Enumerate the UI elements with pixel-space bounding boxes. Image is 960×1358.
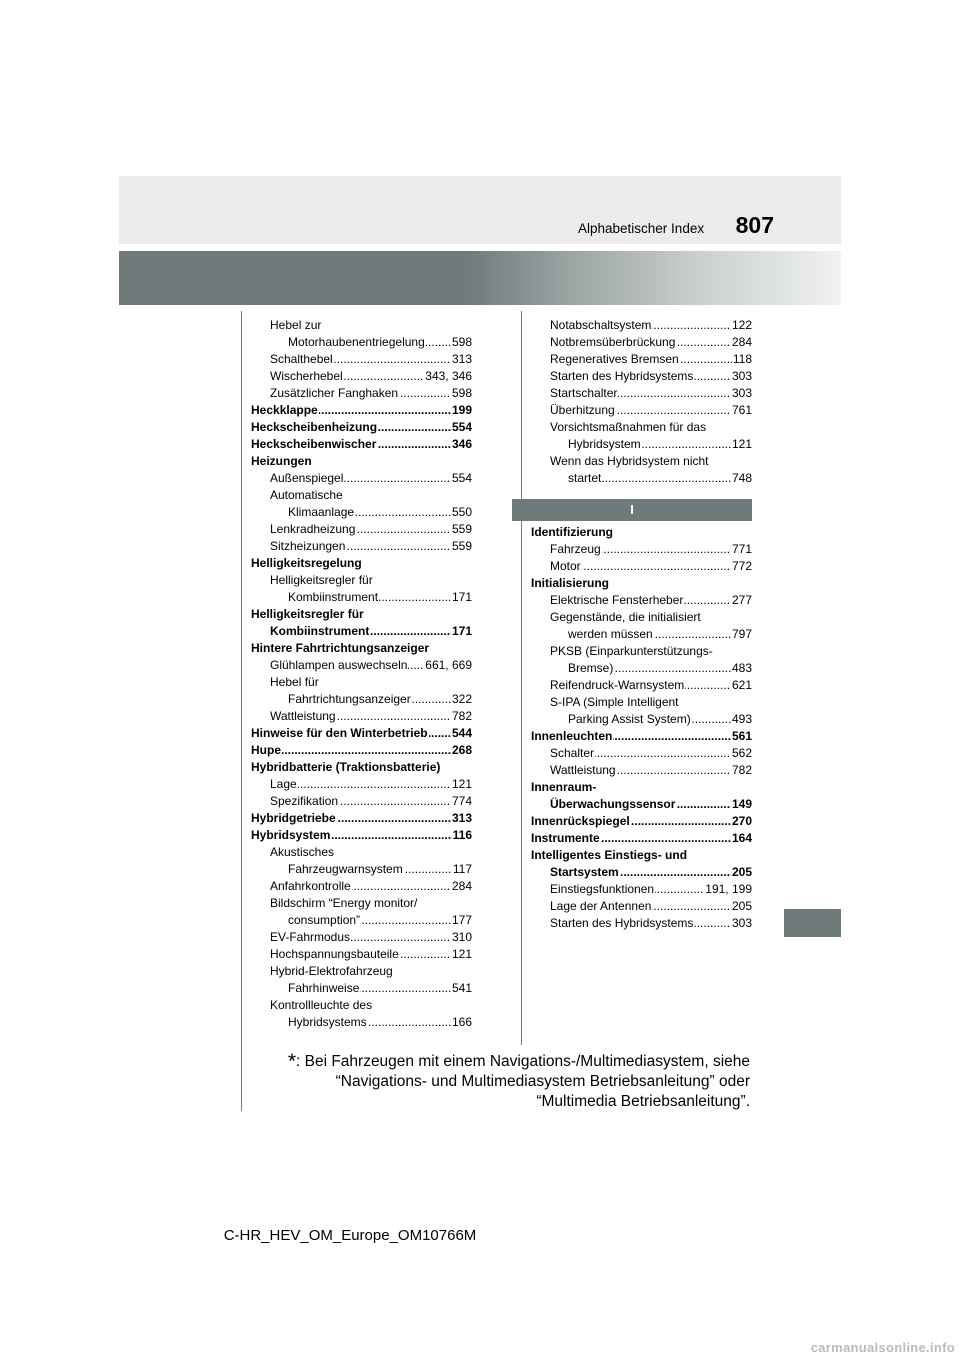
index-list-right-bottom: [531, 524, 752, 932]
index-entry: [270, 487, 472, 504]
index-entry: [568, 626, 752, 643]
index-entry: [550, 385, 752, 402]
index-entry: [550, 453, 752, 470]
index-term: Startschalter: [550, 386, 618, 400]
index-term: Fahrtrichtungsanzeiger: [288, 692, 411, 706]
index-entry: [550, 643, 752, 660]
index-entry: [270, 470, 472, 487]
index-page-ref: 322: [451, 692, 472, 706]
index-entry: [270, 929, 472, 946]
index-page-ref: 550: [451, 505, 472, 519]
index-page-ref: 772: [731, 559, 752, 573]
index-entry: [288, 334, 472, 351]
index-page-ref: 761: [731, 403, 752, 417]
index-entry: [531, 779, 752, 796]
index-entry: [270, 708, 472, 725]
index-page-ref: 782: [451, 709, 472, 723]
index-term: Helligkeitsregler für: [251, 607, 364, 621]
section-letter-band: I: [512, 499, 752, 521]
dot-leader: [251, 742, 472, 759]
index-term: Wischerhebel: [270, 369, 343, 383]
index-term: Kombiinstrument: [270, 624, 370, 638]
index-page-ref: 541: [451, 981, 472, 995]
index-page-ref: 149: [731, 797, 752, 811]
index-term: PKSB (Einparkunterstützungs-: [550, 644, 713, 658]
column-divider: [521, 311, 522, 1045]
index-page-ref: 554: [451, 420, 472, 434]
index-entry: [568, 660, 752, 677]
index-term: S-IPA (Simple Intelligent: [550, 695, 679, 709]
index-term: Instrumente: [531, 831, 600, 845]
index-entry: [550, 609, 752, 626]
index-entry: [251, 419, 472, 436]
index-entry: [550, 762, 752, 779]
index-term: Überhitzung: [550, 403, 615, 417]
index-term: Notabschaltsystem: [550, 318, 652, 332]
index-page-ref: 166: [451, 1015, 472, 1029]
dot-leader: [270, 776, 472, 793]
index-term: Wattleistung: [550, 763, 616, 777]
index-entry: [550, 368, 752, 385]
index-page-ref: 554: [451, 471, 472, 485]
footnote: [275, 1052, 750, 1112]
index-term: Heckscheibenwischer: [251, 437, 377, 451]
index-page-ref: 121: [731, 437, 752, 451]
index-page-ref: 771: [731, 542, 752, 556]
index-page-ref: 493: [731, 712, 752, 726]
index-term: EV-Fahrmodus: [270, 930, 351, 944]
index-term: Innenraum-: [531, 780, 597, 794]
index-entry: [531, 575, 752, 592]
index-entry: [568, 436, 752, 453]
footnote-line: “Navigations- und Multimediasystem Betriebsanleitung” oder: [335, 1073, 750, 1090]
index-entry: [568, 470, 752, 487]
index-entry: [550, 898, 752, 915]
index-page-ref: 483: [731, 661, 752, 675]
index-page-ref: 121: [451, 947, 472, 961]
index-page-ref: 562: [731, 746, 752, 760]
index-entry: [288, 912, 472, 929]
index-term: Schalter: [550, 746, 595, 760]
index-entry: [288, 1014, 472, 1031]
index-term: Fahrzeugwarnsystem: [288, 862, 403, 876]
index-term: Sitzheizungen: [270, 539, 346, 553]
index-term: Kombiinstrument: [288, 590, 379, 604]
index-entry: [251, 453, 472, 470]
index-page-ref: 303: [731, 916, 752, 930]
index-entry: [270, 946, 472, 963]
index-entry: [270, 844, 472, 861]
index-page-ref: 171: [451, 624, 472, 638]
watermark: carmanualsonline.info: [810, 1340, 955, 1355]
index-entry: [270, 317, 472, 334]
index-term: Motorhaubenentriegelung: [288, 335, 425, 349]
index-entry: [288, 589, 472, 606]
index-term: Schalthebel: [270, 352, 333, 366]
index-term: Hybridsystem: [568, 437, 641, 451]
index-entry: [288, 861, 472, 878]
index-page-ref: 116: [452, 828, 472, 842]
index-page-ref: 122: [731, 318, 752, 332]
index-page-ref: 559: [451, 522, 472, 536]
index-entry: [251, 759, 472, 776]
index-entry: [550, 351, 752, 368]
left-margin-rule: [241, 311, 242, 1111]
index-entry: [270, 385, 472, 402]
index-term: Hupe: [251, 743, 281, 757]
index-entry: [251, 742, 472, 759]
index-entry: [270, 623, 472, 640]
index-entry: [550, 317, 752, 334]
index-term: Spezifikation: [270, 794, 339, 808]
index-term: Hintere Fahrtrichtungsanzeiger: [251, 641, 430, 655]
index-term: startet: [568, 471, 602, 485]
index-entry: [550, 694, 752, 711]
index-page-ref: 118: [732, 352, 752, 366]
index-entry: [251, 810, 472, 827]
index-term: Akustisches: [270, 845, 335, 859]
index-page-ref: 559: [451, 539, 472, 553]
index-entry: [270, 538, 472, 555]
index-page-ref: 199: [451, 403, 472, 417]
index-term: Automatische: [270, 488, 343, 502]
index-term: Hybridgetriebe: [251, 811, 336, 825]
index-entry: [270, 351, 472, 368]
index-term: Heizungen: [251, 454, 312, 468]
index-entry: [550, 592, 752, 609]
index-page-ref: 313: [451, 352, 472, 366]
index-term: Bremse): [568, 661, 614, 675]
index-entry: [270, 674, 472, 691]
index-column-left: [251, 317, 472, 1031]
index-term: Hybridbatterie (Traktionsbatterie): [251, 760, 441, 774]
index-entry: [270, 997, 472, 1014]
index-page-ref: 346: [451, 437, 472, 451]
index-entry: [251, 402, 472, 419]
footnote-star: *: [287, 1050, 296, 1073]
page-number: 807: [735, 212, 774, 238]
index-term: Lage der Antennen: [550, 899, 652, 913]
index-term: Initialisierung: [531, 576, 610, 590]
index-entry: [550, 881, 752, 898]
index-entry: [270, 776, 472, 793]
index-page-ref: 268: [451, 743, 472, 757]
index-term: Hybridsystem: [251, 828, 331, 842]
index-entry: [270, 878, 472, 895]
index-page-ref: 191, 199: [705, 882, 752, 896]
index-term: Motor: [550, 559, 581, 573]
index-entry: [251, 640, 472, 657]
index-entry: [550, 334, 752, 351]
index-page-ref: 661, 669: [425, 658, 472, 672]
index-term: Glühlampen auswechseln: [270, 658, 408, 672]
index-term: Helligkeitsregelung: [251, 556, 362, 570]
index-page-ref: 310: [451, 930, 472, 944]
index-term: Reifendruck-Warnsystem: [550, 678, 685, 692]
index-page-ref: 544: [451, 726, 472, 740]
index-entry: [531, 524, 752, 541]
index-entry: [288, 980, 472, 997]
index-list-right-top: [531, 317, 752, 487]
index-page-ref: 205: [731, 865, 752, 879]
index-term: Notbremsüberbrückung: [550, 335, 676, 349]
index-term: Zusätzlicher Fanghaken: [270, 386, 399, 400]
index-term: Hybrid-Elektrofahrzeug: [270, 964, 393, 978]
index-term: Starten des Hybridsystems: [550, 916, 694, 930]
index-entry: [531, 830, 752, 847]
index-term: Wenn das Hybridsystem nicht: [550, 454, 709, 468]
index-page-ref: 284: [731, 335, 752, 349]
index-term: Innenleuchten: [531, 729, 613, 743]
document-code: C-HR_HEV_OM_Europe_OM10766M: [223, 1227, 477, 1244]
index-term: Heckscheibenheizung: [251, 420, 378, 434]
index-entry: [270, 963, 472, 980]
section-thumb-tab: [784, 909, 841, 937]
index-entry: [531, 847, 752, 864]
index-entry: [550, 745, 752, 762]
index-term: Wattleistung: [270, 709, 336, 723]
index-entry: [270, 793, 472, 810]
index-term: Parking Assist System): [568, 712, 691, 726]
index-entry: [550, 915, 752, 932]
index-term: Lenkradheizung: [270, 522, 356, 536]
index-page-ref: 121: [451, 777, 472, 791]
footnote-line: “Multimedia Betriebsanleitung”.: [536, 1093, 750, 1110]
index-entry: [251, 606, 472, 623]
header-gradient-bar: [119, 251, 841, 305]
index-term: Hinweise für den Winterbetrieb: [251, 726, 428, 740]
index-term: Starten des Hybridsystems: [550, 369, 694, 383]
index-term: Heckklappe: [251, 403, 318, 417]
index-entry: [550, 402, 752, 419]
index-page-ref: 598: [451, 386, 472, 400]
index-term: werden müssen: [568, 627, 653, 641]
index-term: Kontrollleuchte des: [270, 998, 373, 1012]
index-term: Anfahrkontrolle: [270, 879, 351, 893]
index-entry: [531, 728, 752, 745]
index-term: Überwachungssensor: [550, 797, 676, 811]
index-page-ref: 277: [731, 593, 752, 607]
index-entry: [251, 555, 472, 572]
index-term: Hochspannungsbauteile: [270, 947, 399, 961]
footnote-line: *: Bei Fahrzeugen mit einem Navigations-/Multimediasystem, siehe: [287, 1050, 750, 1073]
index-page-ref: 205: [731, 899, 752, 913]
index-page-ref: 117: [452, 862, 472, 876]
index-page-ref: 748: [731, 471, 752, 485]
index-entry: [251, 436, 472, 453]
index-term: Einstiegsfunktionen: [550, 882, 655, 896]
index-term: Elektrische Fensterheber: [550, 593, 684, 607]
index-term: Startsystem: [550, 865, 619, 879]
index-page-ref: 598: [451, 335, 472, 349]
index-page-ref: 313: [451, 811, 472, 825]
index-term: Hebel für: [270, 675, 319, 689]
index-entry: [550, 558, 752, 575]
index-term: Regeneratives Bremsen: [550, 352, 679, 366]
index-term: Lage: [270, 777, 297, 791]
index-page-ref: 177: [451, 913, 472, 927]
index-page-ref: 797: [731, 627, 752, 641]
index-page-ref: 303: [731, 386, 752, 400]
index-page-ref: 284: [451, 879, 472, 893]
index-entry: [270, 368, 472, 385]
index-entry: [270, 895, 472, 912]
index-term: Gegenstände, die initialisiert: [550, 610, 701, 624]
index-term: Hybridsystems: [288, 1015, 367, 1029]
index-entry: [270, 572, 472, 589]
index-term: consumption”: [288, 913, 361, 927]
index-page-ref: 774: [451, 794, 472, 808]
index-term: Klimaanlage: [288, 505, 355, 519]
index-entry: [568, 711, 752, 728]
index-entry: [531, 813, 752, 830]
index-entry: [550, 541, 752, 558]
index-term: Hebel zur: [270, 318, 322, 332]
index-term: Fahrzeug: [550, 542, 601, 556]
index-term: Bildschirm “Energy monitor/: [270, 896, 418, 910]
index-term: Identifizierung: [531, 525, 613, 539]
index-entry: [288, 691, 472, 708]
index-column-right: [531, 317, 752, 932]
index-entry: [251, 827, 472, 844]
index-term: Helligkeitsregler für: [270, 573, 373, 587]
index-entry: [550, 677, 752, 694]
index-page-ref: 303: [731, 369, 752, 383]
index-term: Fahrhinweise: [288, 981, 360, 995]
index-page-ref: 343, 346: [425, 369, 472, 383]
index-page-ref: 171: [451, 590, 472, 604]
index-page-ref: 270: [731, 814, 752, 828]
index-term: Außenspiegel: [270, 471, 344, 485]
index-entry: [270, 657, 472, 674]
header-title: Alphabetischer Index: [578, 221, 705, 236]
index-term: Intelligentes Einstiegs- und: [531, 848, 688, 862]
index-page-ref: 782: [731, 763, 752, 777]
index-entry: [288, 504, 472, 521]
index-entry: [550, 796, 752, 813]
index-entry: [251, 725, 472, 742]
index-entry: [550, 419, 752, 436]
index-term: Innenrückspiegel: [531, 814, 630, 828]
index-page-ref: 621: [731, 678, 752, 692]
index-page-ref: 164: [731, 831, 752, 845]
index-entry: [270, 521, 472, 538]
index-entry: [550, 864, 752, 881]
index-term: Vorsichtsmaßnahmen für das: [550, 420, 707, 434]
index-page-ref: 561: [731, 729, 752, 743]
